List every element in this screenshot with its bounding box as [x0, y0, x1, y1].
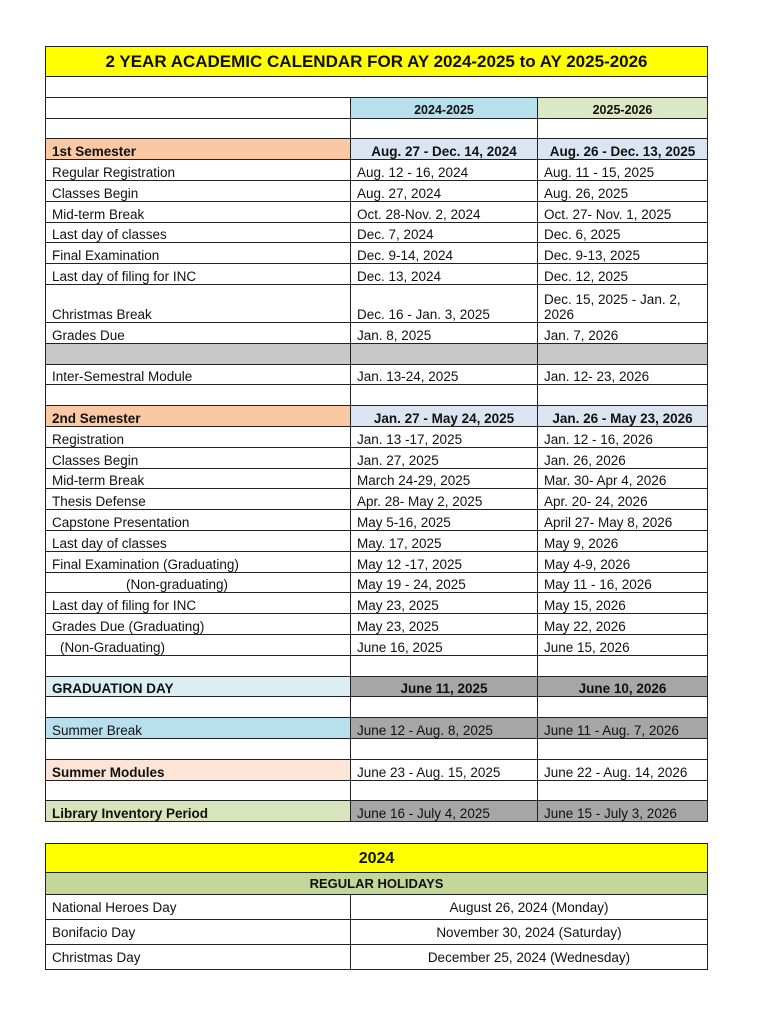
- first-semester-span-1: Aug. 27 - Dec. 14, 2024: [351, 139, 538, 160]
- academic-calendar-table: [45, 46, 708, 822]
- table-row: [46, 468, 708, 489]
- table-row: [46, 572, 708, 593]
- holidays-year: 2024: [46, 844, 708, 873]
- summer-break-label: Summer Break: [46, 718, 351, 739]
- row-label: Final Examination (Graduating): [46, 551, 351, 572]
- row-label: Last day of filing for INC: [46, 593, 351, 614]
- row-label: Regular Registration: [46, 160, 351, 181]
- row-date-a: May 5-16, 2025: [351, 510, 538, 531]
- table-row: [46, 551, 708, 572]
- row-date-a: May 23, 2025: [351, 593, 538, 614]
- row-date-a: Jan. 13 -17, 2025: [351, 426, 538, 447]
- summer-modules-row: [46, 759, 708, 780]
- second-semester-span-2: Jan. 26 - May 23, 2026: [538, 406, 708, 427]
- row-date-b: Jan. 12- 23, 2026: [538, 364, 708, 385]
- row-date-b: Aug. 11 - 15, 2025: [538, 160, 708, 181]
- graduation-date-a: June 11, 2025: [351, 676, 538, 697]
- row-date-b: May 4-9, 2026: [538, 551, 708, 572]
- row-date-a: Dec. 13, 2024: [351, 264, 538, 285]
- library-date-a: June 16 - July 4, 2025: [351, 801, 538, 822]
- second-semester-span-1: Jan. 27 - May 24, 2025: [351, 406, 538, 427]
- holiday-date: August 26, 2024 (Monday): [351, 895, 708, 920]
- holidays-table: [45, 843, 708, 970]
- calendar-title: 2 YEAR ACADEMIC CALENDAR FOR AY 2024-2025 to AY 2025-2026: [46, 47, 708, 77]
- row-date-a: Apr. 28- May 2, 2025: [351, 489, 538, 510]
- row-date-b: Dec. 12, 2025: [538, 264, 708, 285]
- row-label: Grades Due (Graduating): [46, 614, 351, 635]
- first-semester-label: 1st Semester: [46, 139, 351, 160]
- row-date-a: May 23, 2025: [351, 614, 538, 635]
- row-date-a: June 16, 2025: [351, 634, 538, 655]
- holiday-date: November 30, 2024 (Saturday): [351, 920, 708, 945]
- row-label: Last day of classes: [46, 222, 351, 243]
- table-row: [46, 593, 708, 614]
- row-label: Registration: [46, 426, 351, 447]
- row-date-b: Dec. 15, 2025 - Jan. 2, 2026: [538, 284, 708, 322]
- table-row: [46, 222, 708, 243]
- row-date-a: Oct. 28-Nov. 2, 2024: [351, 201, 538, 222]
- summer-modules-label: Summer Modules: [46, 759, 351, 780]
- row-date-a: Dec. 9-14, 2024: [351, 243, 538, 264]
- table-row: [46, 614, 708, 635]
- summer-break-row: [46, 718, 708, 739]
- row-label: Final Examination: [46, 243, 351, 264]
- holiday-name: Bonifacio Day: [46, 920, 351, 945]
- row-date-a: May 19 - 24, 2025: [351, 572, 538, 593]
- table-row: [46, 284, 708, 322]
- row-label: (Non-graduating): [46, 572, 351, 593]
- row-label: Mid-term Break: [46, 201, 351, 222]
- row-date-b: May 11 - 16, 2026: [538, 572, 708, 593]
- table-row: [46, 322, 708, 343]
- row-date-b: Aug. 26, 2025: [538, 180, 708, 201]
- table-row: [46, 510, 708, 531]
- row-label: Inter-Semestral Module: [46, 364, 351, 385]
- row-date-a: Dec. 7, 2024: [351, 222, 538, 243]
- holiday-row: [46, 920, 708, 945]
- table-row: [46, 264, 708, 285]
- row-label: Last day of classes: [46, 530, 351, 551]
- year-header-2: 2025-2026: [538, 97, 708, 118]
- row-label: Grades Due: [46, 322, 351, 343]
- library-label: Library Inventory Period: [46, 801, 351, 822]
- table-row: [46, 634, 708, 655]
- table-row: [46, 489, 708, 510]
- row-date-a: May 12 -17, 2025: [351, 551, 538, 572]
- row-date-a: March 24-29, 2025: [351, 468, 538, 489]
- holiday-name: Christmas Day: [46, 945, 351, 970]
- row-date-a: Dec. 16 - Jan. 3, 2025: [351, 284, 538, 322]
- table-row: [46, 447, 708, 468]
- holiday-name: National Heroes Day: [46, 895, 351, 920]
- table-row: [46, 426, 708, 447]
- row-label: (Non-Graduating): [46, 634, 351, 655]
- row-label: Thesis Defense: [46, 489, 351, 510]
- row-date-b: Mar. 30- Apr 4, 2026: [538, 468, 708, 489]
- row-label: Last day of filing for INC: [46, 264, 351, 285]
- row-date-b: June 15, 2026: [538, 634, 708, 655]
- row-date-a: Jan. 8, 2025: [351, 322, 538, 343]
- table-row: [46, 243, 708, 264]
- table-row: [46, 201, 708, 222]
- row-date-b: Dec. 6, 2025: [538, 222, 708, 243]
- row-date-a: Aug. 12 - 16, 2024: [351, 160, 538, 181]
- summer-modules-date-a: June 23 - Aug. 15, 2025: [351, 759, 538, 780]
- row-date-a: May. 17, 2025: [351, 530, 538, 551]
- row-date-b: Jan. 12 - 16, 2026: [538, 426, 708, 447]
- table-row: [46, 530, 708, 551]
- holiday-date: December 25, 2024 (Wednesday): [351, 945, 708, 970]
- summer-modules-date-b: June 22 - Aug. 14, 2026: [538, 759, 708, 780]
- year-header-1: 2024-2025: [351, 97, 538, 118]
- library-date-b: June 15 - July 3, 2026: [538, 801, 708, 822]
- row-date-b: Jan. 7, 2026: [538, 322, 708, 343]
- row-date-b: May 22, 2026: [538, 614, 708, 635]
- table-row: [46, 364, 708, 385]
- holiday-row: [46, 945, 708, 970]
- row-date-b: May 9, 2026: [538, 530, 708, 551]
- first-semester-span-2: Aug. 26 - Dec. 13, 2025: [538, 139, 708, 160]
- holidays-subtitle: REGULAR HOLIDAYS: [46, 873, 708, 895]
- row-label: Classes Begin: [46, 180, 351, 201]
- holiday-row: [46, 895, 708, 920]
- summer-break-date-a: June 12 - Aug. 8, 2025: [351, 718, 538, 739]
- summer-break-date-b: June 11 - Aug. 7, 2026: [538, 718, 708, 739]
- table-row: [46, 180, 708, 201]
- row-label: Mid-term Break: [46, 468, 351, 489]
- library-row: [46, 801, 708, 822]
- graduation-row: [46, 676, 708, 697]
- row-label: Classes Begin: [46, 447, 351, 468]
- row-date-b: Apr. 20- 24, 2026: [538, 489, 708, 510]
- row-date-b: Oct. 27- Nov. 1, 2025: [538, 201, 708, 222]
- row-label: Christmas Break: [46, 284, 351, 322]
- row-date-a: Aug. 27, 2024: [351, 180, 538, 201]
- row-date-b: April 27- May 8, 2026: [538, 510, 708, 531]
- row-date-b: Dec. 9-13, 2025: [538, 243, 708, 264]
- row-date-b: Jan. 26, 2026: [538, 447, 708, 468]
- row-label: Capstone Presentation: [46, 510, 351, 531]
- table-row: [46, 160, 708, 181]
- second-semester-label: 2nd Semester: [46, 406, 351, 427]
- graduation-date-b: June 10, 2026: [538, 676, 708, 697]
- graduation-label: GRADUATION DAY: [46, 676, 351, 697]
- row-date-b: May 15, 2026: [538, 593, 708, 614]
- separator-row: [46, 343, 708, 364]
- row-date-a: Jan. 13-24, 2025: [351, 364, 538, 385]
- row-date-a: Jan. 27, 2025: [351, 447, 538, 468]
